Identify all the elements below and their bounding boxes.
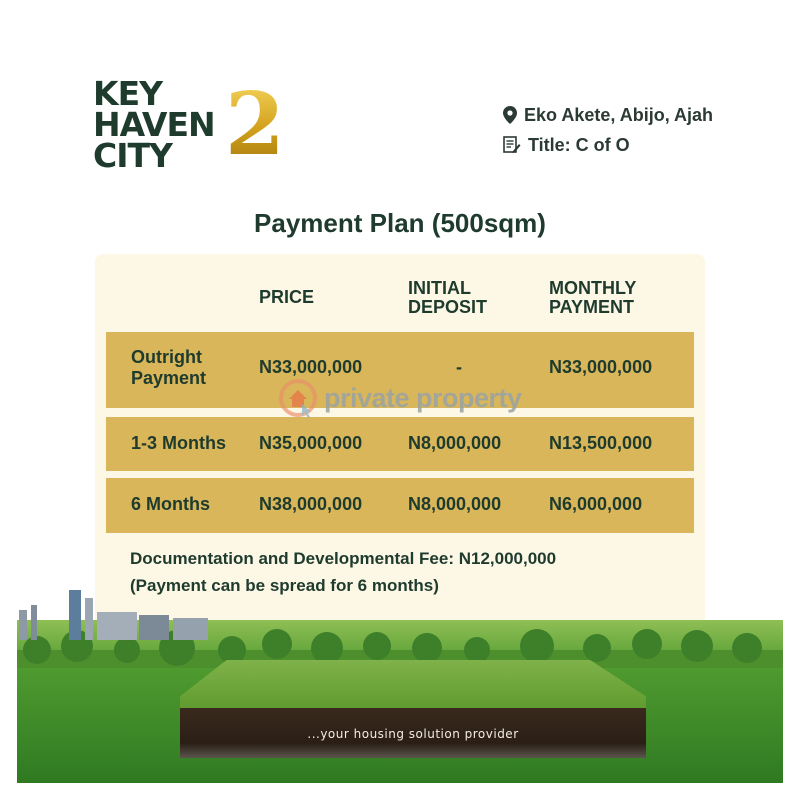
row-label-line2: Payment bbox=[131, 368, 207, 388]
brand-logo bbox=[93, 74, 215, 175]
payment-plan-title: Payment Plan (500sqm) bbox=[254, 208, 546, 238]
row-label-line1: Outright bbox=[131, 347, 202, 367]
logo-line-haven: HAVEN bbox=[93, 105, 215, 144]
document-icon bbox=[503, 136, 521, 154]
header-price: PRICE bbox=[259, 287, 315, 307]
cell-price: N38,000,000 bbox=[259, 494, 363, 514]
house-logo-icon bbox=[278, 378, 318, 418]
documentation-fee-note: Documentation and Developmental Fee: N12,000,000 bbox=[130, 549, 557, 568]
watermark-text: private property bbox=[324, 382, 522, 413]
property-info bbox=[503, 100, 713, 160]
title-text: Title: C of O bbox=[528, 134, 630, 155]
city-skyline-graphic bbox=[17, 590, 217, 650]
row-label-1-3-months: 1-3 Months bbox=[131, 433, 227, 453]
cell-deposit: N8,000,000 bbox=[408, 433, 502, 453]
header-initial-deposit bbox=[408, 279, 487, 317]
header-monthly-payment bbox=[549, 279, 636, 317]
cell-price: N33,000,000 bbox=[259, 357, 363, 377]
cell-monthly: N13,500,000 bbox=[549, 433, 653, 453]
grass-block-top bbox=[180, 660, 646, 712]
title-row bbox=[503, 130, 713, 160]
logo-line-key: KEY bbox=[93, 74, 163, 113]
cell-deposit: N8,000,000 bbox=[408, 494, 502, 514]
header-monthly-payment-line2: PAYMENT bbox=[549, 297, 635, 317]
location-row bbox=[503, 100, 713, 130]
tagline: ...your housing solution provider bbox=[307, 727, 519, 741]
spread-payment-note: (Payment can be spread for 6 months) bbox=[130, 576, 439, 595]
logo-line-city: CITY bbox=[93, 136, 172, 175]
row-label-outright bbox=[131, 347, 206, 389]
cell-monthly: N33,000,000 bbox=[549, 357, 653, 377]
location-text: Eko Akete, Abijo, Ajah bbox=[524, 104, 714, 125]
logo-number: 2 bbox=[225, 74, 285, 175]
cell-deposit: - bbox=[456, 357, 462, 377]
header-monthly-payment-line1: MONTHLY bbox=[549, 278, 637, 298]
header-initial-deposit-line2: DEPOSIT bbox=[408, 297, 488, 317]
row-label-6-months: 6 Months bbox=[131, 494, 210, 514]
map-pin-icon bbox=[503, 106, 517, 124]
cell-price: N35,000,000 bbox=[259, 433, 363, 453]
cell-monthly: N6,000,000 bbox=[549, 494, 643, 514]
header-initial-deposit-line1: INITIAL bbox=[408, 278, 471, 298]
watermark bbox=[278, 378, 522, 418]
